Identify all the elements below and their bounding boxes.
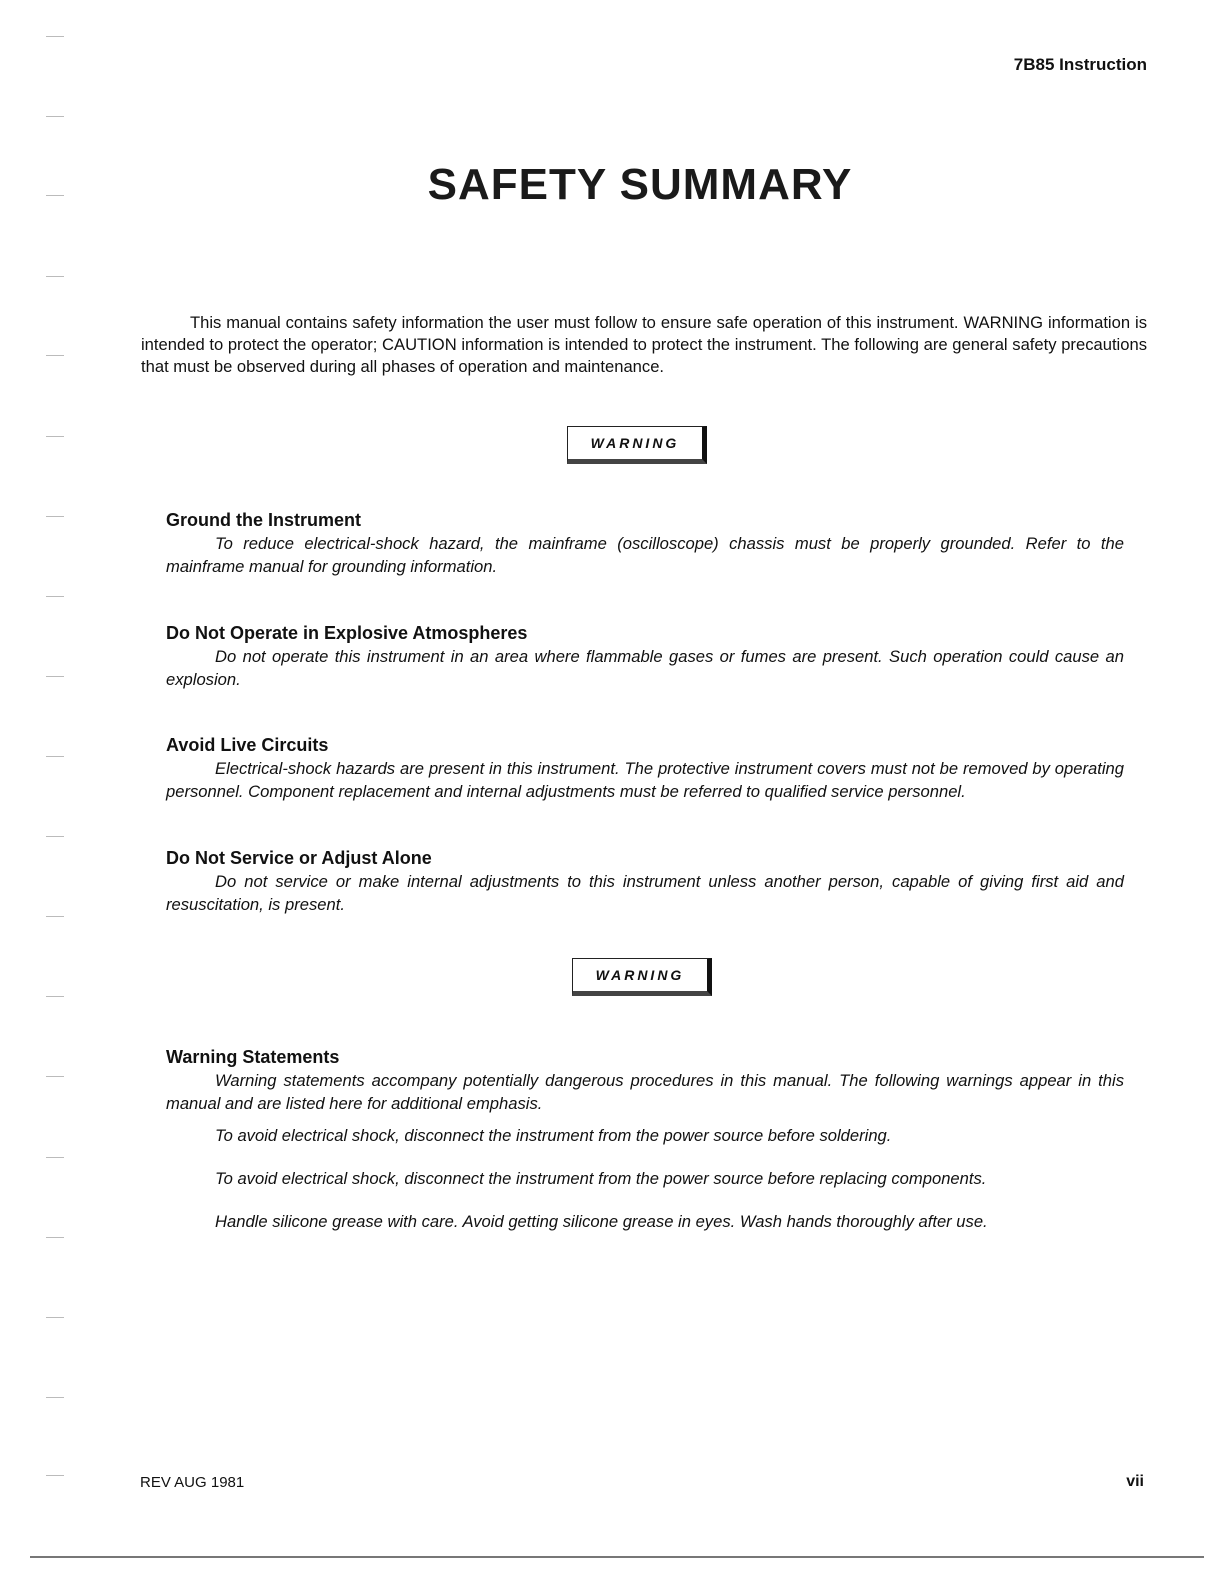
warning-item: To avoid electrical shock, disconnect the instrument from the power source before soldering. [215,1126,892,1145]
warning-item: Handle silicone grease with care. Avoid getting silicone grease in eyes. Wash hands thoroughly after use. [215,1212,988,1231]
intro-paragraph: This manual contains safety information the user must follow to ensure safe operation of this instrument. WARNING information is intended to protect the operator; CAUTION information is intended to protect the instrument. The following are general safety precautions that must be observed during all phases of operation and maintenance. [141,313,1147,376]
section-body: Warning statements accompany potentially dangerous procedures in this manual. The following warnings appear in this manual and are listed here for additional emphasis. [166,1071,1124,1113]
section-warning-statements [166,1045,1124,1115]
section-service-alone [166,846,1124,916]
margin-mark [46,596,64,597]
margin-mark [46,1397,64,1398]
section-ground-instrument [166,508,1124,578]
document-header: 7B85 Instruction [1013,55,1147,74]
margin-mark [46,36,64,37]
margin-mark [46,996,64,997]
section-body: To reduce electrical-shock hazard, the mainframe (oscilloscope) chassis must be properly grounded. Refer to the mainframe manual for grounding information. [166,534,1124,576]
margin-mark [46,1157,64,1158]
margin-mark [46,676,64,677]
section-heading: Avoid Live Circuits [166,735,329,755]
margin-mark [46,436,64,437]
margin-mark [46,1317,64,1318]
margin-mark [46,1076,64,1077]
margin-mark [46,756,64,757]
margin-mark [46,276,64,277]
margin-mark [46,916,64,917]
margin-mark [46,1475,64,1476]
page-number: vii [1126,1473,1144,1490]
margin-mark [46,355,64,356]
section-body: Electrical-shock hazards are present in this instrument. The protective instrument covers must not be removed by operating personnel. Component replacement and internal adjustments must be referred to qualified service personnel. [166,759,1124,801]
section-live-circuits [166,733,1124,803]
section-body: Do not service or make internal adjustments to this instrument unless another person, capable of giving first aid and resuscitation, is present. [166,872,1124,914]
revision-date: REV AUG 1981 [140,1474,245,1491]
section-heading: Warning Statements [166,1047,340,1067]
margin-mark [46,836,64,837]
scan-edge-rule [30,1556,1204,1558]
section-heading: Ground the Instrument [166,510,361,530]
section-heading: Do Not Service or Adjust Alone [166,848,432,868]
margin-mark [46,516,64,517]
section-heading: Do Not Operate in Explosive Atmospheres [166,623,528,643]
page-title: SAFETY SUMMARY [427,160,853,209]
margin-mark [46,116,64,117]
warning-box: WARNING [572,958,712,996]
margin-mark [46,1237,64,1238]
warning-box: WARNING [567,426,707,464]
section-explosive-atmospheres [166,621,1124,691]
section-body: Do not operate this instrument in an area where flammable gases or fumes are present. Such operation could cause an explosion. [166,647,1124,689]
warning-item: To avoid electrical shock, disconnect the instrument from the power source before replacing components. [215,1169,987,1188]
margin-mark [46,195,64,196]
